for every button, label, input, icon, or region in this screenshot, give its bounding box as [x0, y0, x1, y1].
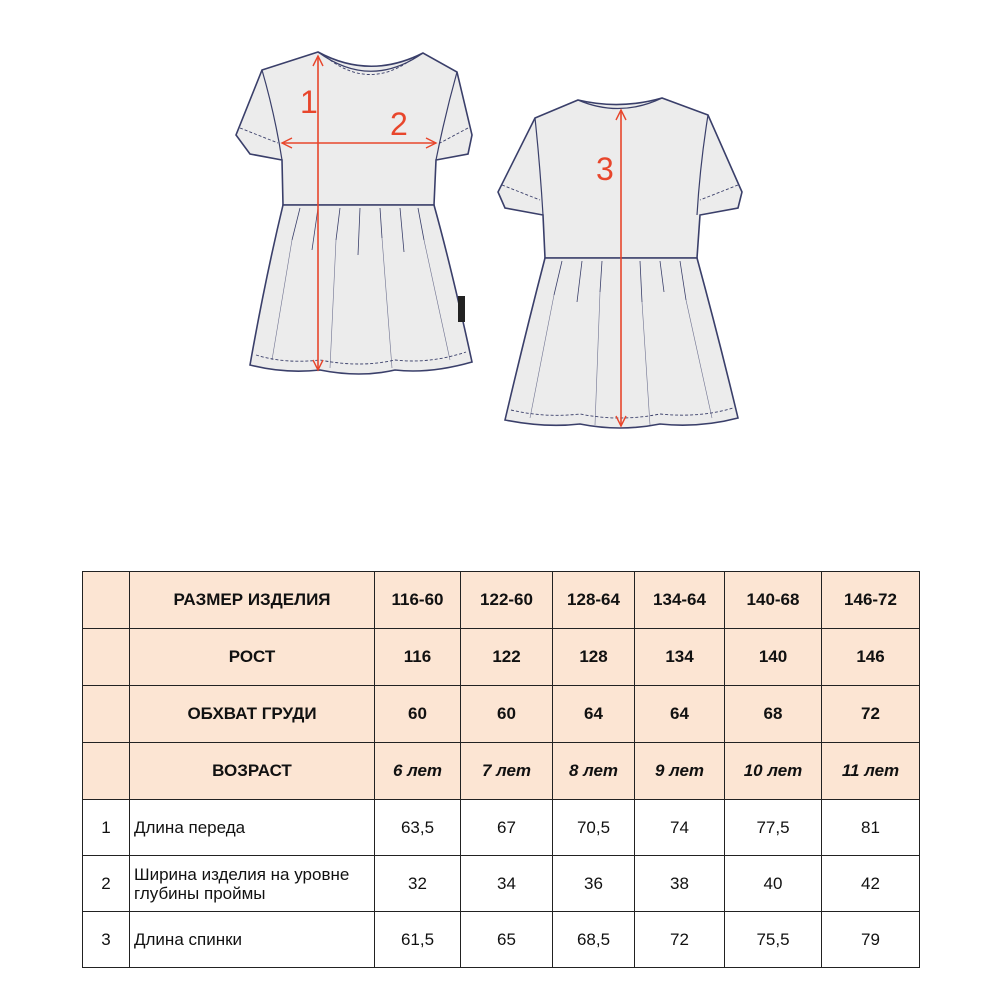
measure-label-3: 3 [596, 151, 614, 187]
measurement-value: 68,5 [553, 912, 635, 968]
front-skirt [250, 205, 472, 374]
empty-cell [83, 572, 130, 629]
front-bodice [236, 52, 472, 205]
header-label: ОБХВАТ ГРУДИ [130, 686, 375, 743]
measurement-value: 36 [553, 856, 635, 912]
header-value: 60 [461, 686, 553, 743]
measure-label-2: 2 [390, 106, 408, 142]
header-value: 128-64 [553, 572, 635, 629]
measurement-value: 61,5 [375, 912, 461, 968]
measurement-value: 40 [725, 856, 822, 912]
header-value: 128 [553, 629, 635, 686]
measurement-row [83, 856, 920, 912]
header-value: 116 [375, 629, 461, 686]
header-value: 11 лет [822, 743, 920, 800]
row-number: 2 [83, 856, 130, 912]
header-value: 8 лет [553, 743, 635, 800]
header-row [83, 686, 920, 743]
size-chart-table [82, 571, 920, 968]
measurement-value: 74 [635, 800, 725, 856]
header-value: 116-60 [375, 572, 461, 629]
header-row [83, 629, 920, 686]
measurement-value: 34 [461, 856, 553, 912]
header-value: 146 [822, 629, 920, 686]
header-value: 140 [725, 629, 822, 686]
header-value: 9 лет [635, 743, 725, 800]
measurement-value: 72 [635, 912, 725, 968]
measurement-row [83, 912, 920, 968]
header-value: 60 [375, 686, 461, 743]
row-number: 1 [83, 800, 130, 856]
header-value: 146-72 [822, 572, 920, 629]
measurement-value: 67 [461, 800, 553, 856]
header-value: 122-60 [461, 572, 553, 629]
measurement-value: 63,5 [375, 800, 461, 856]
header-value: 122 [461, 629, 553, 686]
measurement-value: 79 [822, 912, 920, 968]
measurement-value: 77,5 [725, 800, 822, 856]
header-row [83, 743, 920, 800]
header-value: 140-68 [725, 572, 822, 629]
empty-cell [83, 629, 130, 686]
header-value: 6 лет [375, 743, 461, 800]
measurement-label: Длина спинки [130, 912, 375, 968]
front-dress [236, 52, 472, 374]
measurement-value: 32 [375, 856, 461, 912]
header-label: РОСТ [130, 629, 375, 686]
header-value: 64 [553, 686, 635, 743]
header-value: 10 лет [725, 743, 822, 800]
measurement-row [83, 800, 920, 856]
empty-cell [83, 686, 130, 743]
header-value: 134-64 [635, 572, 725, 629]
header-value: 7 лет [461, 743, 553, 800]
measure-label-1: 1 [300, 84, 318, 120]
measurement-value: 65 [461, 912, 553, 968]
header-row [83, 572, 920, 629]
header-value: 72 [822, 686, 920, 743]
measurement-value: 81 [822, 800, 920, 856]
measurement-label: Длина переда [130, 800, 375, 856]
row-number: 3 [83, 912, 130, 968]
measurement-label: Ширина изделия на уровне глубины проймы [130, 856, 375, 912]
header-value: 64 [635, 686, 725, 743]
header-label: ВОЗРАСТ [130, 743, 375, 800]
measurement-value: 38 [635, 856, 725, 912]
header-value: 68 [725, 686, 822, 743]
header-value: 134 [635, 629, 725, 686]
back-dress [498, 98, 742, 428]
back-bodice [498, 98, 742, 258]
empty-cell [83, 743, 130, 800]
measurement-value: 70,5 [553, 800, 635, 856]
measurement-value: 75,5 [725, 912, 822, 968]
header-label: РАЗМЕР ИЗДЕЛИЯ [130, 572, 375, 629]
measurement-value: 42 [822, 856, 920, 912]
